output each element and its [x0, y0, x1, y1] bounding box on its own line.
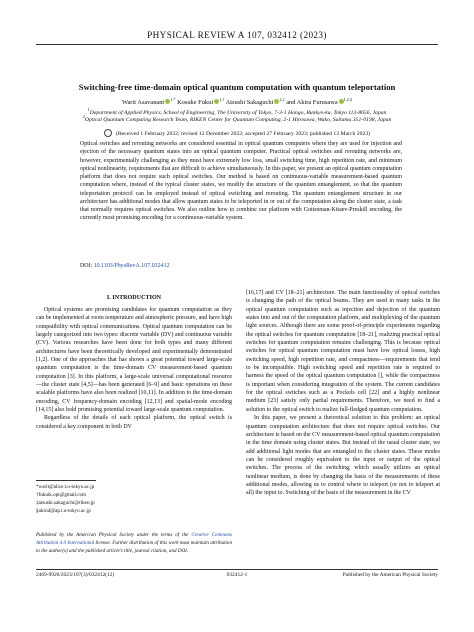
footnote-rule	[36, 480, 96, 481]
footer-publisher: Published by the American Physical Society	[342, 572, 438, 578]
header-rule	[36, 44, 438, 45]
author-list	[36, 97, 438, 106]
paragraph: Regardless of the details of each optical platform, the optical switch is considered a key component in both DV	[36, 415, 232, 430]
license-text-after: license. Further distribution of this work must maintain attribution to the author(s) and the published article’s title, journal citation, and DOI.	[36, 539, 232, 554]
journal-header: PHYSICAL REVIEW A 107, 032412 (2023)	[147, 30, 327, 40]
affiliation-mark: 1	[87, 107, 90, 112]
affiliation-text: Department of Applied Physics, School of Engineering, The University of Tokyo, 7-3-1 Hongo, Bunkyo-ku, Tokyo 113-8656, Japan	[89, 109, 387, 116]
footnotes	[36, 484, 232, 516]
doi-line	[80, 263, 170, 269]
footer-rule	[36, 569, 438, 570]
footer-issn: 2469-9926/2023/107(3)/032412(12)	[36, 572, 115, 578]
license-notice	[36, 532, 232, 556]
paragraph: Optical systems are promising candidates for quantum computation as they can be implemented at room temperature and atmospheric pressure, and have high compatibility with optical communications. Optical quantum computation can be largely categorized into two types: discrete variable (DV) and continuous variable (CV). Various researches have been done for both types and many different architectures have been theoretically developed and experimentally demonstrated [1,2]. One of the approaches that has shown a great potential toward large-scale quantum computation is the time-domain CV measurement-based quantum computation [3]. In this platform, a large-scale universal computational resource—the cluster state [4,5]—has been generated [6–9] and basic operations on these scalable platforms have also been realized [10,11]. In addition to the time-domain encoding, CV frequency-domain encoding [12,13] and spatial-mode encoding [14,15] also hold promising potential toward large-scale quantum computation.	[36, 307, 232, 414]
doi-link[interactable]: 10.1103/PhysRevA.107.032412	[93, 263, 170, 269]
doi-label: DOI:	[80, 263, 93, 269]
affiliation-2	[36, 114, 438, 123]
author-name: Kosuke Fukui	[177, 99, 214, 107]
license-text-before: Published by the American Physical Society under the terms of the	[36, 532, 192, 538]
author-name: and Akira Furusawa	[286, 99, 338, 107]
paragraph: In this paper, we present a theoretical solution to this problem: an optical quantum computation architecture that does not require optical switches. Our architecture is based on the CV measurement-based optical quantum computation in the time domain using cluster states. But instead of the usual cluster state, we add additional light modes that are entangled to the cluster states. These modes can be considered roughly equivalent to the input or output of the optical switches. The process of the switching, which usually utilizes an optical nonlinear medium, is done by changing the basis of the measurements of these additional modes, allowing us to control where to teleport (or not to teleport at all) the input to. Switching of the basis of the measurement in the CV	[246, 415, 440, 497]
footnote-email: *warit@alice.t.u-tokyo.ac.jp	[36, 484, 95, 490]
left-column	[36, 306, 232, 431]
paper-title: Switching-free time-domain optical quantum computation with quantum teleportation	[78, 82, 396, 92]
author-name: Atsushi Sakaguchi	[225, 99, 274, 107]
footnote-email: §akiraf@ap.t.u-tokyo.ac.jp	[36, 507, 91, 514]
paragraph: [16,17] and CV [18–21] architecture. The main functionality of optical switches is changing the path of the optical beams. They are used in many tasks in the optical quantum computation such as injection and dejection of the quantum states into and out of the computation platform, and multiplexing of the quantum light sources. Although there are some proof-of-principle experiments regarding the optical switches for quantum computation [18–21], realizing practical optical switches for quantum computation remains challenging. This is because optical switches for optical quantum computation must have low optical losses, high switching speed, high repetition rate, and compactness—requirements that tend to be incompatible. High switching speed and repetition rate is required to harness the speed of the optical quantum computation [], while the compactness is important when considering integration of the system. The current candidates for the optical switches such as a Pockels cell [22] and a highly nonlinear medium [23] satisfy only partial requirements. Therefore, we need to find a solution to the optical switch to realize full-fledged quantum computation.	[246, 290, 440, 413]
license-link[interactable]: Creative Commons Attribution 4.0 International	[36, 532, 232, 546]
affiliation-mark: 2	[82, 114, 85, 119]
author-affiliation-mark: 1,*	[170, 97, 176, 102]
open-access-icon	[104, 129, 112, 137]
footer-page-number: 032412-1	[226, 572, 248, 578]
author-name: Warit Asavanant	[121, 99, 165, 107]
footnote-email: †fukuik.opt@gmail.com	[36, 491, 86, 498]
right-column	[246, 289, 440, 498]
affiliation-text: Optical Quantum Computing Research Team, RIKEN Center for Quantum Computing, 2-1 Hirosawa, Wako, Saitama 351-0198, Japan	[84, 116, 392, 123]
abstract: Optical switches and rerouting networks are considered essential in optical quantum computers where they are used for injection and ejection of the necessary quantum states into an optical quantum computer. Practical optical switches and rerouting networks are, however, experimentally challenging as they must have extremely low loss, small switching time, high repetition rate, and minimum optical nonlinearity, requirements that are difficult to achieve simultaneously. In this paper, we present an optical quantum computation platform that does not require such optical switches. Our method is based on continuous-variable measurement-based quantum computation where, instead of the typical cluster states, we modify the structure of the quantum entanglement, so that the quantum teleportation protocol can be employed instead of optical switching and rerouting. The quantum entanglement structure in our architecture has additional modes that allow quantum states to be teleported in or out of the computation along the cluster state, a task that normally requires optical switches. We also outline how to combine our platform with Gottesman-Kitaev-Preskill encoding, the currently most promising encoding for a continuous-variable system.	[80, 141, 402, 222]
author-affiliation-mark: 1,2,§	[343, 97, 353, 102]
footnote-email: ‡atsushi.sakaguchi@riken.jp	[36, 499, 95, 506]
received-dates	[36, 129, 438, 137]
received-text: (Received 1 February 2022; revised 12 December 2022; accepted 27 February 2023; published 13 March 2023)	[115, 131, 371, 137]
author-affiliation-mark: 2,‡	[279, 97, 285, 102]
author-affiliation-mark: 1,†	[219, 97, 225, 102]
section-heading: I. INTRODUCTION	[106, 295, 162, 301]
